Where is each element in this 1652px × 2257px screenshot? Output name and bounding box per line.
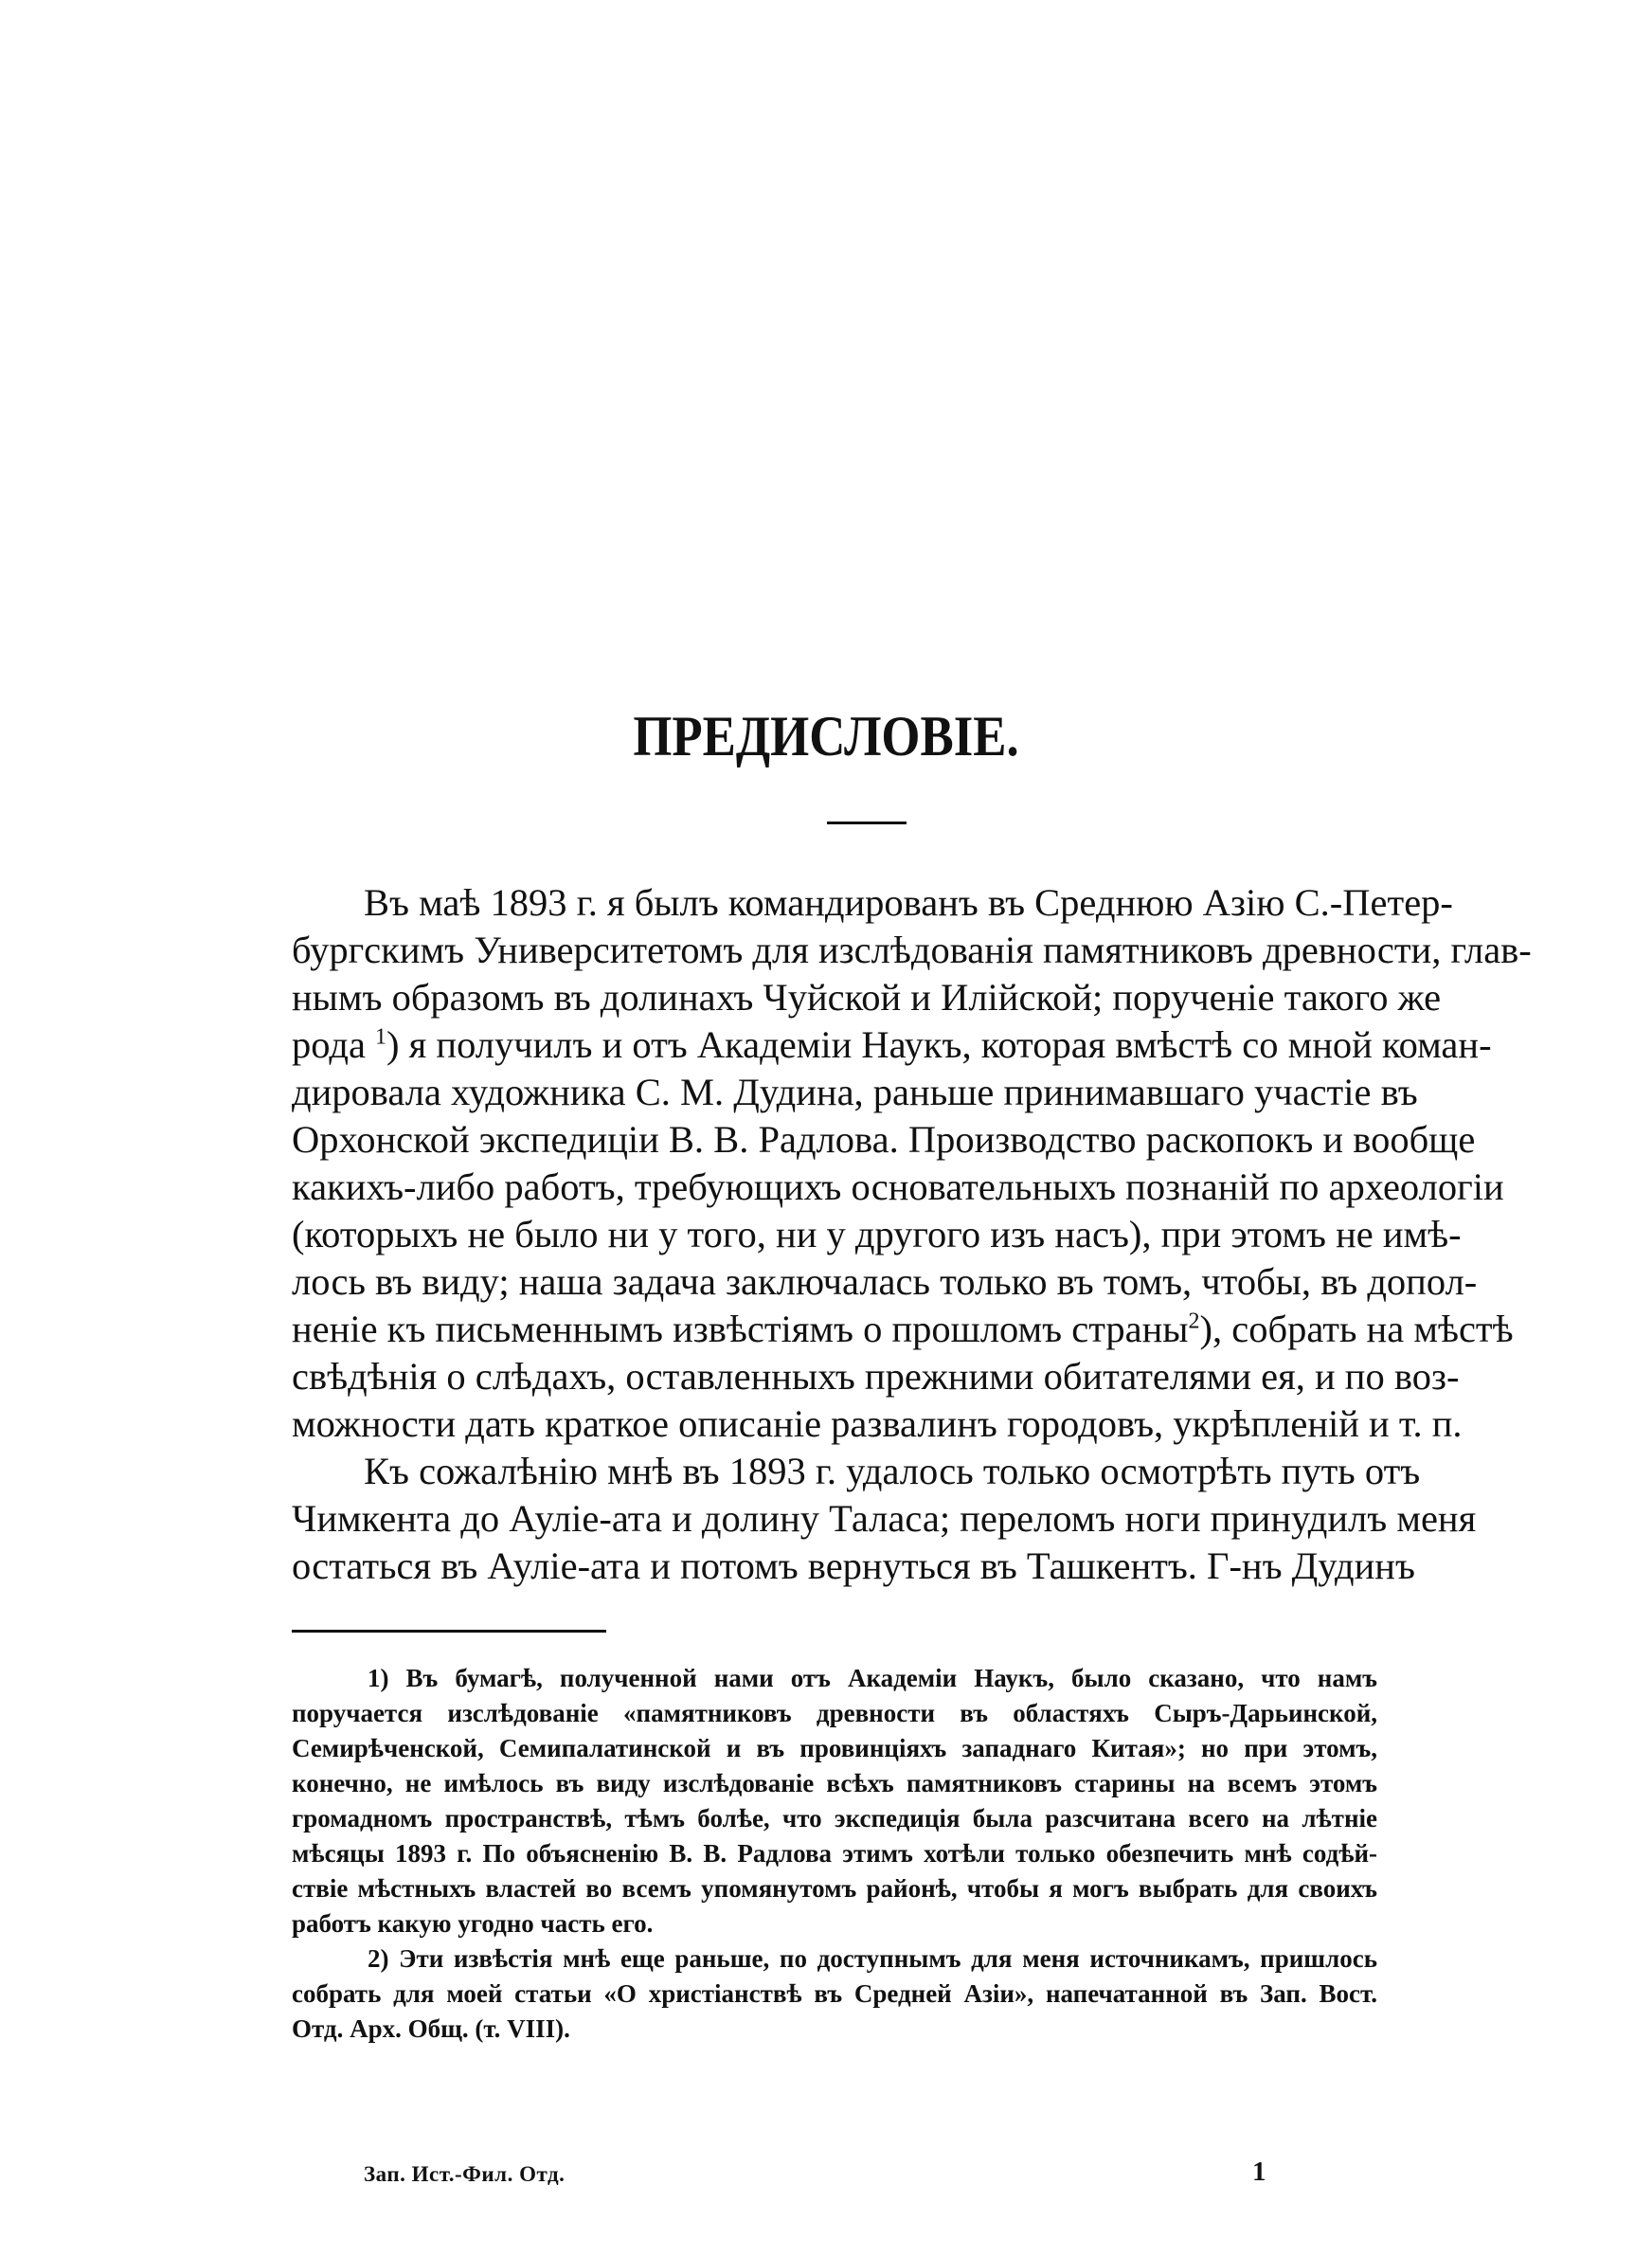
- footnote-line: Семирѣченской, Семипалатинской и въ провинціяхъ западнаго Китая»; но при этомъ,: [292, 1734, 1377, 1762]
- page-title: ПРЕДИСЛОВІЕ.: [633, 705, 1019, 767]
- footnotes: [292, 1661, 1377, 2047]
- footnote-line: конечно, не имѣлось въ виду изслѣдованіе всѣхъ памятниковъ старины на всемъ этомъ: [292, 1769, 1377, 1797]
- text-line: свѣдѣнія о слѣдахъ, оставленныхъ прежними обитателями ея, и по воз-: [292, 1355, 1460, 1398]
- signature-mark: Зап. Ист.-Фил. Отд.: [364, 2162, 566, 2186]
- text-line: бургскимъ Университетомъ для изслѣдованія памятниковъ древности, глав-: [292, 929, 1532, 971]
- footnote-line: громадномъ пространствѣ, тѣмъ болѣе, что экспедиція была разсчитана всего на лѣтніе: [292, 1804, 1377, 1833]
- text-line: остаться въ Ауліе-ата и потомъ вернуться въ Ташкентъ. Г-нъ Дудинъ: [292, 1544, 1415, 1587]
- footnote-ref-1: 1: [375, 1024, 387, 1050]
- title-divider: [827, 822, 907, 824]
- text-line: Въ маѣ 1893 г. я былъ командированъ въ Среднюю Азію С.-Петер-: [364, 881, 1453, 924]
- footnote-2: [292, 1941, 1377, 2047]
- text-line-with-ref: [292, 1306, 1514, 1353]
- text-line: нымъ образомъ въ долинахъ Чуйской и Илійской; порученіе такого же: [292, 976, 1442, 1019]
- text-line: Орхонской экспедиціи В. В. Радлова. Производство раскопокъ и вообще: [292, 1118, 1476, 1161]
- text-fragment: ), собрать на мѣстѣ: [1199, 1308, 1514, 1350]
- page-number: 1: [1252, 2157, 1266, 2187]
- text-line: лось въ виду; наша задача заключалась только въ томъ, чтобы, въ допол-: [292, 1260, 1478, 1303]
- text-line: дировала художника С. М. Дудина, раньше принимавшаго участіе въ: [292, 1071, 1418, 1113]
- paragraph-1: [292, 879, 1532, 1448]
- text-fragment: неніе къ письменнымъ извѣстіямъ о прошломъ страны: [292, 1308, 1189, 1350]
- text-line-with-ref: [292, 1021, 1492, 1069]
- footnote-line: 2) Эти извѣстія мнѣ еще раньше, по доступнымъ для меня источникамъ, пришлось: [368, 1944, 1377, 1973]
- footnote-line: мѣсяцы 1893 г. По объясненію В. В. Радлова этимъ хотѣли только обезпечить мнѣ содѣй-: [292, 1839, 1377, 1868]
- footnote-divider: [292, 1630, 606, 1633]
- text-line: можности дать краткое описаніе развалинъ городовъ, укрѣпленій и т. п.: [292, 1402, 1463, 1445]
- paragraph-2: [292, 1448, 1477, 1590]
- footnote-ref-2: 2: [1188, 1309, 1200, 1334]
- text-fragment: рода: [292, 1023, 376, 1066]
- text-line: (которыхъ не было ни у того, ни у другого изъ насъ), при этомъ не имѣ-: [292, 1213, 1462, 1255]
- footnote-line: ствіе мѣстныхъ властей во всемъ упомянутомъ районѣ, чтобы я могъ выбрать для своихъ: [292, 1874, 1377, 1903]
- footnote-1: [292, 1661, 1377, 1941]
- footnote-line: поручается изслѣдованіе «памятниковъ древности въ областяхъ Сыръ-Дарьинской,: [292, 1699, 1377, 1727]
- main-text: [292, 879, 1532, 1590]
- footnote-line: работъ какую угодно часть его.: [292, 1909, 654, 1938]
- text-fragment: ) я получилъ и отъ Академіи Наукъ, которая вмѣстѣ со мной коман-: [386, 1023, 1492, 1066]
- footnote-line: Отд. Арх. Общ. (т. VIII).: [292, 2014, 570, 2043]
- footnote-line: 1) Въ бумагѣ, полученной нами отъ Академіи Наукъ, было сказано, что намъ: [368, 1664, 1377, 1692]
- text-line: Къ сожалѣнію мнѣ въ 1893 г. удалось только осмотрѣть путь отъ: [364, 1450, 1421, 1492]
- text-line: какихъ-либо работъ, требующихъ основательныхъ познаній по археологіи: [292, 1165, 1504, 1208]
- text-line: Чимкента до Ауліе-ата и долину Таласа; переломъ ноги принудилъ меня: [292, 1497, 1477, 1540]
- footnote-line: собрать для моей статьи «О христіанствѣ въ Средней Азіи», напечатанной въ Зап. Вост.: [292, 1979, 1377, 2008]
